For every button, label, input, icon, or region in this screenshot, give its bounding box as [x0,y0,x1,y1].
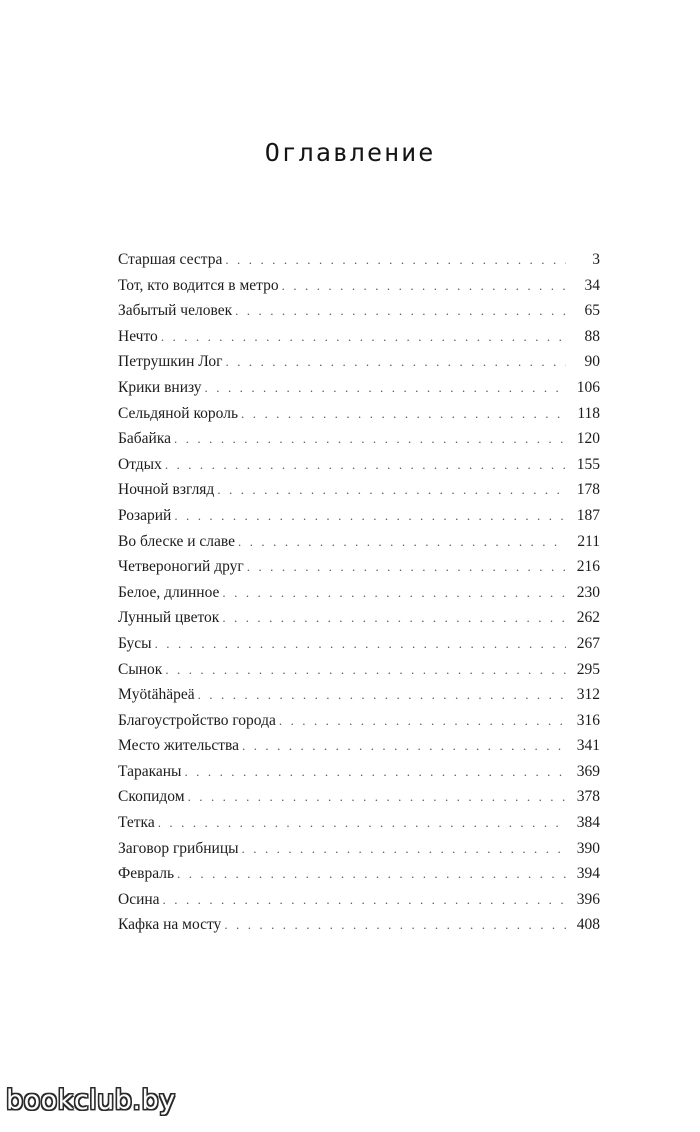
page-number: 211 [577,532,600,550]
dot-leader [235,303,566,319]
page-number: 230 [576,583,600,601]
toc-entry[interactable] [118,430,600,456]
toc-entry[interactable] [118,353,600,379]
dot-leader [155,636,566,652]
toc-entry[interactable] [118,584,600,610]
page-number: 90 [584,353,600,371]
chapter-title: Ночной взгляд [118,481,215,499]
dot-leader [241,406,566,422]
page-number: 178 [576,481,600,499]
chapter-title: Старшая сестра [118,251,223,268]
dot-leader [163,892,566,908]
page-number: 384 [576,814,600,832]
dot-leader [279,713,566,729]
toc-entry[interactable] [118,533,600,559]
page-number: 187 [576,506,600,524]
chapter-title: Бусы [118,634,152,652]
page-number: 34 [584,276,600,294]
dot-leader [198,687,566,703]
dot-leader [165,457,566,473]
chapter-title: Благоустройство города [118,711,276,729]
toc-entry[interactable] [118,686,600,712]
watermark-logo: bookclub.by [6,1085,176,1116]
chapter-title: Во блеске и славе [118,532,236,550]
dot-leader [225,252,566,268]
table-of-contents [118,251,600,942]
chapter-title: Место жительства [118,737,240,755]
page-number: 106 [576,378,600,396]
chapter-title: Кафка на мосту [118,916,222,934]
page-number: 88 [584,327,600,345]
dot-leader [174,508,566,524]
chapter-title: Myötähäpeä [118,686,195,704]
chapter-title: Забытый человек [118,302,233,320]
toc-entry[interactable] [118,558,600,584]
toc-entry[interactable] [118,661,600,687]
dot-leader [217,482,566,498]
toc-entry[interactable] [118,814,600,840]
chapter-title: Скопидом [118,788,185,806]
page-number: 396 [576,890,600,908]
chapter-title: Тараканы [118,762,182,780]
chapter-title: Отдых [118,455,162,473]
page-number: 65 [584,302,600,320]
dot-leader [177,866,566,882]
toc-entry[interactable] [118,865,600,891]
toc-entry[interactable] [118,737,600,763]
page-number: 341 [576,737,600,755]
chapter-title: Крики внизу [118,378,202,396]
toc-entry[interactable] [118,328,600,354]
dot-leader [224,917,566,933]
toc-entry[interactable] [118,609,600,635]
dot-leader [242,738,566,754]
toc-entry[interactable] [118,481,600,507]
dot-leader [174,431,566,447]
dot-leader [184,764,566,780]
toc-entry[interactable] [118,712,600,738]
page-number: 295 [576,660,600,678]
page-number: 394 [576,865,600,883]
chapter-title: Тот, кто водится в метро [118,276,279,294]
toc-entry[interactable] [118,635,600,661]
toc-entry[interactable] [118,251,600,277]
toc-entry[interactable] [118,277,600,303]
dot-leader [222,610,566,626]
chapter-title: Лунный цветок [118,609,220,627]
chapter-title: Нечто [118,327,158,345]
chapter-title: Сельдяной король [118,404,239,422]
dot-leader [226,354,567,370]
dot-leader [238,534,566,550]
toc-entry[interactable] [118,379,600,405]
chapter-title: Осина [118,890,160,908]
page-number: 378 [576,788,600,806]
toc-entry[interactable] [118,302,600,328]
toc-entry[interactable] [118,456,600,482]
dot-leader [205,380,566,396]
chapter-title: Бабайка [118,430,172,448]
dot-leader [161,329,566,345]
toc-entry[interactable] [118,788,600,814]
chapter-title: Сынок [118,660,163,678]
page-number: 267 [576,634,600,652]
chapter-title: Заговор грибницы [118,839,239,857]
page-number: 369 [576,762,600,780]
page-number: 262 [576,609,600,627]
toc-entry[interactable] [118,507,600,533]
chapter-title: Четвероногий друг [118,558,244,576]
dot-leader [158,815,566,831]
dot-leader [282,278,566,294]
chapter-title: Февраль [118,865,175,883]
page-number: 312 [576,686,600,704]
page-number: 120 [576,430,600,448]
page-number: 3 [592,251,600,268]
dot-leader [188,789,566,805]
page-number: 216 [576,558,600,576]
dot-leader [222,585,566,601]
page-number: 390 [576,839,600,857]
chapter-title: Белое, длинное [118,583,220,601]
page-number: 155 [576,455,600,473]
chapter-title: Розарий [118,506,172,524]
toc-entry[interactable] [118,405,600,431]
chapter-title: Тетка [118,814,155,832]
toc-entry[interactable] [118,840,600,866]
toc-entry[interactable] [118,916,600,942]
page-title: Оглавление [264,138,436,167]
chapter-title: Петрушкин Лог [118,353,223,371]
toc-entry[interactable] [118,891,600,917]
page-number: 118 [577,404,600,422]
toc-entry[interactable] [118,763,600,789]
page-number: 316 [576,711,600,729]
page-number: 408 [576,916,600,934]
dot-leader [242,841,566,857]
dot-leader [247,559,566,575]
dot-leader [165,662,566,678]
